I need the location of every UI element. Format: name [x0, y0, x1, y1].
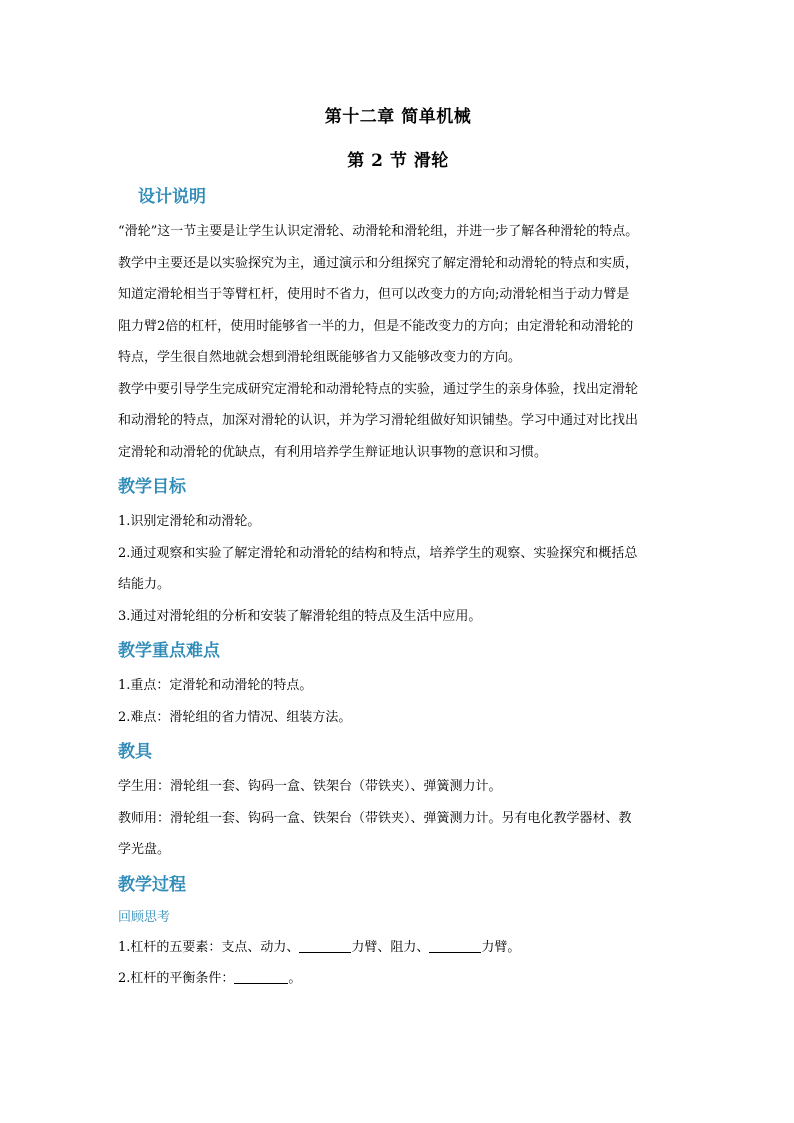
goal-line: 1.识别定滑轮和动滑轮。 [118, 514, 261, 529]
design-line: 定滑轮和动滑轮的优缺点，有利用培养学生辩证地认识事物的意识和习惯。 [118, 444, 548, 460]
tools-line: 学光盘。 [118, 842, 171, 857]
section-title: 第 2 节 滑轮 [347, 151, 449, 171]
goal-line: 结能力。 [118, 577, 171, 592]
goals-heading: 教学目标 [118, 477, 186, 497]
tools-line: 教师用：滑轮组一套、钩码一盒、铁架台（带铁夹）、弹簧测力计。另有电化教学器材、教 [118, 810, 632, 826]
document-content [118, 104, 678, 995]
design-line: 和动滑轮的特点，加深对滑轮的认识，并为学习滑轮组做好知识铺垫。学习中通过对比找出 [118, 413, 639, 428]
question-1-text-c: 力臂。 [481, 939, 521, 955]
process-heading: 教学过程 [118, 874, 186, 895]
question-1 [118, 932, 678, 964]
design-heading: 设计说明 [138, 187, 206, 207]
design-line: 特点，学生很自然地就会想到滑轮组既能够省力又能够改变力的方向。 [118, 350, 522, 365]
key-point-line: 1.重点：定滑轮和动滑轮的特点。 [118, 678, 313, 693]
key-point-line: 2.难点：滑轮组的省力情况、组装方法。 [118, 709, 352, 725]
review-subheading: 回顾思考 [118, 909, 171, 925]
key-points-section [118, 670, 678, 733]
design-section [118, 216, 678, 468]
goal-line: 3.通过对滑轮组的分析和安装了解滑轮组的特点及生活中应用。 [118, 608, 482, 624]
key-points-heading: 教学重点难点 [118, 641, 220, 661]
question-2-text-b: 。 [288, 971, 302, 986]
goals-section [118, 506, 678, 632]
question-1-text-b: 力臂、阻力、 [351, 939, 430, 955]
answer-blank [429, 938, 481, 953]
process-section [118, 904, 678, 995]
tools-line: 学生用：滑轮组一套、钩码一盒、铁架台（带铁夹）、弹簧测力计。 [118, 779, 502, 794]
design-line: 阻力臂2倍的杠杆，使用时能够省一半的力，但是不能改变力的方向；由定滑轮和动滑轮的 [118, 318, 634, 334]
design-line: “滑轮”这一节主要是让学生认识定滑轮、动滑轮和滑轮组，并进一步了解各种滑轮的特点。 [118, 224, 639, 239]
tools-section [118, 771, 678, 866]
answer-blank [299, 938, 351, 953]
chapter-title: 第十二章 简单机械 [324, 107, 472, 127]
question-1-text-a: 1.杠杆的五要素：支点、动力、 [118, 939, 300, 955]
design-line: 教学中要引导学生完成研究定滑轮和动滑轮特点的实验，通过学生的亲身体验，找出定滑轮 [118, 381, 639, 397]
goal-line: 2.通过观察和实验了解定滑轮和动滑轮的结构和特点，培养学生的观察、实验探究和概括总 [118, 545, 638, 561]
design-line: 教学中主要还是以实验探究为主，通过演示和分组探究了解定滑轮和动滑轮的特点和实质， [118, 255, 639, 271]
question-2 [118, 963, 678, 995]
answer-blank [234, 969, 288, 984]
question-2-text-a: 2.杠杆的平衡条件： [118, 971, 235, 986]
tools-heading: 教具 [118, 742, 152, 762]
design-line: 知道定滑轮相当于等臂杠杆，使用时不省力，但可以改变力的方向;动滑轮相当于动力臂是 [118, 287, 630, 302]
